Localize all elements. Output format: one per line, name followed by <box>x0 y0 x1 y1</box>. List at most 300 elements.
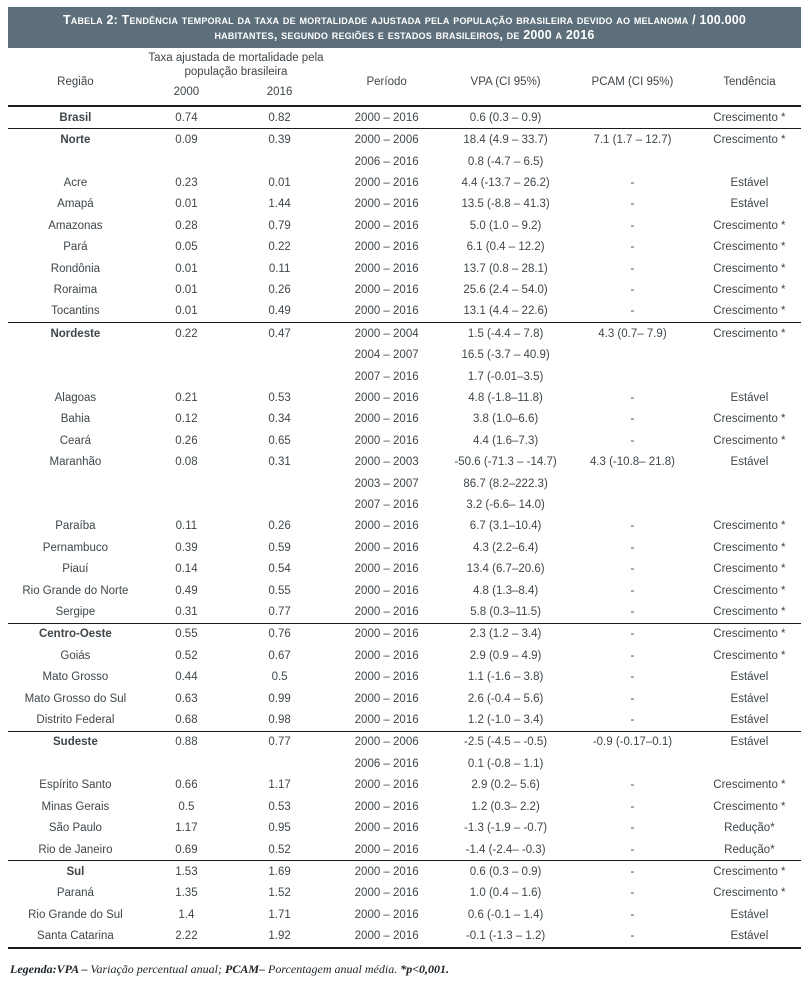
column-header-rate-title: Taxa ajustada de mortalidade pela população brasileira <box>148 52 324 78</box>
cell-region: Goiás <box>60 649 91 662</box>
cell-rate-2000: 1.17 <box>175 822 198 835</box>
cell-vpa: 5.8 (0.3–11.5) <box>470 606 541 619</box>
cell-period: 2000 – 2016 <box>354 714 419 727</box>
cell-rate-2000: 0.08 <box>175 456 198 469</box>
cell-period: 2000 – 2016 <box>354 198 419 211</box>
cell-vpa: 0.1 (-0.8 – 1.1) <box>467 757 544 770</box>
cell-trend: Crescimento * <box>713 520 786 533</box>
cell-region: Pernambuco <box>42 541 108 554</box>
cell-region: Mato Grosso do Sul <box>24 692 127 705</box>
cell-pcam: - <box>630 563 635 576</box>
table-group-norte <box>8 129 801 323</box>
legend-segment: VPA – <box>56 961 91 976</box>
cell-rate-2000: 0.39 <box>175 541 198 554</box>
cell-region: Pará <box>63 241 88 254</box>
cell-rate-2016: 0.22 <box>268 241 291 254</box>
cell-trend: Crescimento * <box>713 434 786 447</box>
cell-rate-2016: 1.44 <box>268 198 291 211</box>
legend <box>10 962 801 977</box>
cell-pcam <box>567 473 698 494</box>
cell-period: 2000 – 2016 <box>354 541 419 554</box>
cell-rate-2016: 0.31 <box>268 456 291 469</box>
cell-rate-2016: 0.76 <box>268 628 291 641</box>
table-row <box>8 129 801 150</box>
cell-period: 2000 – 2016 <box>354 800 419 813</box>
cell-period: 2000 – 2016 <box>354 584 419 597</box>
table-body <box>8 107 801 949</box>
cell-vpa: -1.4 (-2.4– -0.3) <box>465 843 546 856</box>
cell-period: 2000 – 2016 <box>354 434 419 447</box>
cell-rate-2016: 0.26 <box>268 283 291 296</box>
cell-rate-2016: 0.34 <box>268 413 291 426</box>
cell-vpa: 1.0 (0.4 – 1.6) <box>469 887 542 900</box>
cell-rate-2016 <box>230 753 329 774</box>
cell-trend: Crescimento * <box>713 606 786 619</box>
column-header-region: Região <box>57 75 94 88</box>
cell-pcam: - <box>630 908 635 921</box>
cell-region: Rio de Janeiro <box>38 843 113 856</box>
table-row <box>8 236 801 257</box>
cell-region: Alagoas <box>54 391 97 404</box>
cell-trend: Estável <box>730 391 769 404</box>
table-group-centro-oeste <box>8 624 801 732</box>
cell-region: Distrito Federal <box>36 714 115 727</box>
table-row <box>8 645 801 666</box>
cell-rate-2016: 0.79 <box>268 219 291 232</box>
table-row <box>8 817 801 838</box>
cell-pcam: - <box>630 541 635 554</box>
cell-rate-2016: 0.11 <box>268 262 291 275</box>
table-row <box>8 107 801 128</box>
table-row <box>8 344 801 365</box>
cell-rate-2016 <box>230 151 329 172</box>
cell-rate-2000: 0.11 <box>175 520 198 533</box>
cell-region: Norte <box>60 134 91 147</box>
table-group-brasil <box>8 107 801 129</box>
table-row <box>8 904 801 925</box>
cell-pcam: - <box>630 584 635 597</box>
cell-pcam: - <box>630 779 635 792</box>
cell-trend: Crescimento * <box>713 111 786 124</box>
cell-rate-2000: 0.31 <box>175 606 198 619</box>
cell-vpa: 0.8 (-4.7 – 6.5) <box>467 155 544 168</box>
cell-rate-2000: 0.23 <box>175 176 198 189</box>
cell-period: 2000 – 2016 <box>354 413 419 426</box>
cell-pcam: - <box>630 628 635 641</box>
table-row <box>8 279 801 300</box>
cell-pcam: - <box>630 822 635 835</box>
cell-vpa: 13.7 (0.8 – 28.1) <box>463 262 548 275</box>
column-header-vpa: VPA (CI 95%) <box>470 75 541 88</box>
cell-rate-2000: 0.14 <box>175 563 198 576</box>
cell-rate-2000: 0.88 <box>175 736 198 749</box>
table-row <box>8 215 801 236</box>
cell-pcam <box>567 344 698 365</box>
column-header-trend: Tendência <box>723 75 776 88</box>
cell-rate-2000: 0.01 <box>175 198 198 211</box>
cell-region: Bahia <box>60 413 91 426</box>
cell-pcam <box>567 366 698 387</box>
cell-trend: Crescimento * <box>713 134 786 147</box>
cell-region: Acre <box>63 176 88 189</box>
cell-region: Tocantins <box>51 305 100 318</box>
cell-rate-2016: 0.55 <box>268 584 291 597</box>
cell-rate-2016 <box>230 366 329 387</box>
cell-rate-2000: 0.01 <box>175 262 198 275</box>
column-header-year-2016: 2016 <box>266 86 293 98</box>
cell-rate-2016: 1.17 <box>268 779 291 792</box>
cell-rate-2000: 1.35 <box>175 887 198 900</box>
column-header-pcam: PCAM (CI 95%) <box>591 75 674 88</box>
column-header-rate-years <box>143 86 329 98</box>
cell-region: Brasil <box>59 111 92 124</box>
cell-vpa: 1.2 (0.3– 2.2) <box>471 800 540 813</box>
table-row <box>8 452 801 473</box>
cell-period: 2000 – 2004 <box>354 327 419 340</box>
cell-region: Amapá <box>57 198 94 211</box>
cell-rate-2000: 0.5 <box>178 800 195 813</box>
table-row <box>8 624 801 645</box>
cell-region: Sudeste <box>53 736 98 749</box>
table-row <box>8 732 801 753</box>
legend-segment: PCAM– <box>224 961 268 976</box>
cell-rate-2016: 0.59 <box>268 541 291 554</box>
cell-period: 2000 – 2016 <box>354 779 419 792</box>
cell-rate-2000: 0.12 <box>175 413 198 426</box>
cell-trend: Estável <box>730 456 769 469</box>
cell-rate-2000: 0.28 <box>175 219 198 232</box>
table-row <box>8 839 801 860</box>
cell-region: Piauí <box>62 563 89 576</box>
cell-period: 2000 – 2016 <box>354 692 419 705</box>
cell-region: Rio Grande do Sul <box>28 908 123 921</box>
cell-region: Rondônia <box>50 262 101 275</box>
cell-vpa: 13.5 (-8.8 – 41.3) <box>461 198 550 211</box>
cell-period: 2000 – 2016 <box>354 283 419 296</box>
cell-region: Paraíba <box>55 520 96 533</box>
cell-trend: Estável <box>730 714 769 727</box>
cell-vpa: 25.6 (2.4 – 54.0) <box>463 283 548 296</box>
cell-period: 2000 – 2016 <box>354 930 419 943</box>
cell-pcam: - <box>630 865 635 878</box>
cell-vpa: 4.8 (-1.8–11.8) <box>468 391 543 404</box>
cell-vpa: -2.5 (-4.5 – -0.5) <box>464 736 548 749</box>
cell-rate-2000: 0.52 <box>175 649 198 662</box>
table-row <box>8 688 801 709</box>
cell-trend: Crescimento * <box>713 262 786 275</box>
cell-rate-2016: 0.01 <box>268 176 291 189</box>
cell-pcam: - <box>630 434 635 447</box>
cell-period: 2000 – 2016 <box>354 262 419 275</box>
cell-pcam: - <box>630 887 635 900</box>
table-row <box>8 494 801 515</box>
cell-pcam <box>567 151 698 172</box>
cell-vpa: 4.3 (2.2–6.4) <box>472 541 539 554</box>
table-row <box>8 366 801 387</box>
cell-trend: Crescimento * <box>713 584 786 597</box>
table-row <box>8 473 801 494</box>
cell-pcam: - <box>630 800 635 813</box>
cell-region: São Paulo <box>48 822 102 835</box>
cell-pcam: - <box>630 843 635 856</box>
cell-period: 2000 – 2016 <box>354 671 419 684</box>
cell-rate-2016 <box>230 473 329 494</box>
cell-vpa: 2.3 (1.2 – 3.4) <box>469 628 542 641</box>
cell-period: 2000 – 2016 <box>354 606 419 619</box>
cell-period: 2007 – 2016 <box>354 370 419 383</box>
cell-rate-2000: 0.68 <box>175 714 198 727</box>
cell-period: 2000 – 2003 <box>354 456 419 469</box>
cell-pcam: - <box>630 176 635 189</box>
cell-trend: Crescimento * <box>713 305 786 318</box>
cell-vpa: 1.5 (-4.4 – 7.8) <box>467 327 544 340</box>
cell-period: 2000 – 2016 <box>354 219 419 232</box>
cell-trend: Crescimento * <box>713 865 786 878</box>
cell-trend: Redução* <box>724 822 775 835</box>
cell-region: Nordeste <box>50 327 101 340</box>
cell-period: 2000 – 2016 <box>354 908 419 921</box>
cell-pcam: - <box>630 692 635 705</box>
cell-rate-2000: 0.63 <box>175 692 198 705</box>
table-row <box>8 172 801 193</box>
cell-trend: Crescimento * <box>713 541 786 554</box>
cell-region: Rio Grande do Norte <box>22 584 129 597</box>
legend-segment: Variação percentual anual; <box>90 961 225 976</box>
table-group-sul <box>8 861 801 949</box>
column-header-year-2000: 2000 <box>173 86 200 98</box>
cell-pcam: - <box>630 520 635 533</box>
cell-rate-2000 <box>143 753 230 774</box>
cell-region: Sergipe <box>55 606 96 619</box>
table-row <box>8 775 801 796</box>
cell-rate-2016: 1.52 <box>268 887 291 900</box>
cell-rate-2016 <box>230 344 329 365</box>
cell-vpa: 3.8 (1.0–6.6) <box>472 413 539 426</box>
cell-vpa: 1.1 (-1.6 – 3.8) <box>467 671 544 684</box>
cell-rate-2016: 0.52 <box>268 843 291 856</box>
cell-vpa: 6.1 (0.4 – 12.2) <box>466 241 545 254</box>
cell-vpa: 86.7 (8.2–222.3) <box>463 477 548 490</box>
cell-rate-2016: 1.92 <box>268 930 291 943</box>
table-title: Tabela 2: Tendência temporal da taxa de mortalidade ajustada pela população brasileira devido ao melanoma / 100.000 habitantes, segundo regiões e estados brasileiros, de 2000 a 2016 <box>8 7 801 48</box>
cell-pcam: - <box>630 413 635 426</box>
cell-trend: Estável <box>730 198 769 211</box>
column-header-rate-group <box>143 48 329 105</box>
cell-rate-2000 <box>143 494 230 515</box>
cell-pcam <box>567 107 698 128</box>
cell-rate-2000: 0.66 <box>175 779 198 792</box>
cell-period: 2000 – 2016 <box>354 520 419 533</box>
cell-region: Sul <box>66 865 85 878</box>
cell-vpa: 16.5 (-3.7 – 40.9) <box>461 349 550 362</box>
cell-rate-2016: 0.98 <box>268 714 291 727</box>
column-header-period: Período <box>366 75 407 88</box>
cell-trend: Crescimento * <box>713 649 786 662</box>
cell-pcam <box>567 753 698 774</box>
cell-trend: Crescimento * <box>713 413 786 426</box>
cell-pcam: - <box>630 241 635 254</box>
table-row <box>8 667 801 688</box>
cell-vpa: 3.2 (-6.6– 14.0) <box>466 499 545 512</box>
cell-pcam: 4.3 (0.7– 7.9) <box>598 327 667 340</box>
cell-trend: Crescimento * <box>713 628 786 641</box>
cell-vpa: 2.9 (0.9 – 4.9) <box>469 649 542 662</box>
cell-period: 2000 – 2016 <box>354 822 419 835</box>
table-row <box>8 601 801 622</box>
cell-trend: Estável <box>730 930 769 943</box>
cell-period: 2000 – 2016 <box>354 843 419 856</box>
cell-region: Mato Grosso <box>42 671 109 684</box>
cell-trend: Crescimento * <box>713 887 786 900</box>
cell-vpa: -0.1 (-1.3 – 1.2) <box>465 930 546 943</box>
cell-region: Amazonas <box>48 219 103 232</box>
cell-vpa: 4.8 (1.3–8.4) <box>472 584 539 597</box>
cell-rate-2016: 1.69 <box>268 865 291 878</box>
cell-period: 2004 – 2007 <box>354 349 419 362</box>
legend-segment: Legenda: <box>10 961 57 976</box>
table-row <box>8 151 801 172</box>
table-row <box>8 430 801 451</box>
cell-region: Centro-Oeste <box>38 628 112 641</box>
cell-region <box>8 344 143 365</box>
cell-rate-2016 <box>230 494 329 515</box>
cell-region: Minas Gerais <box>41 800 110 813</box>
cell-vpa: 2.9 (0.2– 5.6) <box>471 779 540 792</box>
cell-rate-2016: 0.67 <box>268 649 291 662</box>
cell-trend: Crescimento * <box>713 563 786 576</box>
cell-region: Maranhão <box>49 456 102 469</box>
cell-rate-2016: 0.49 <box>268 305 291 318</box>
cell-rate-2000 <box>143 366 230 387</box>
cell-rate-2000: 0.05 <box>175 241 198 254</box>
cell-region: Paraná <box>56 887 94 900</box>
cell-vpa: 6.7 (3.1–10.4) <box>469 520 542 533</box>
table-row <box>8 258 801 279</box>
cell-vpa: 13.1 (4.4 – 22.6) <box>463 305 548 318</box>
cell-period: 2000 – 2016 <box>354 865 419 878</box>
cell-period: 2000 – 2016 <box>354 887 419 900</box>
cell-pcam: - <box>630 283 635 296</box>
cell-rate-2000 <box>143 473 230 494</box>
cell-vpa: 4.4 (1.6–7.3) <box>472 434 539 447</box>
table-group-sudeste <box>8 732 801 861</box>
cell-period: 2000 – 2016 <box>354 176 419 189</box>
cell-rate-2000: 0.01 <box>175 283 198 296</box>
cell-period: 2006 – 2016 <box>354 155 419 168</box>
cell-vpa: 1.7 (-0.01–3.5) <box>467 370 544 383</box>
cell-pcam: - <box>630 198 635 211</box>
cell-rate-2000: 2.22 <box>175 930 198 943</box>
cell-period: 2000 – 2016 <box>354 241 419 254</box>
cell-trend <box>698 366 801 387</box>
cell-period: 2003 – 2007 <box>354 477 419 490</box>
cell-rate-2016: 1.71 <box>268 908 291 921</box>
cell-period: 2000 – 2006 <box>354 736 419 749</box>
cell-pcam: 7.1 (1.7 – 12.7) <box>593 134 672 147</box>
cell-rate-2016: 0.77 <box>268 736 291 749</box>
cell-rate-2000 <box>143 151 230 172</box>
cell-rate-2000: 0.09 <box>175 134 198 147</box>
cell-pcam: - <box>630 671 635 684</box>
cell-rate-2000: 0.49 <box>175 584 198 597</box>
table-row <box>8 709 801 730</box>
cell-period: 2007 – 2016 <box>354 499 419 512</box>
cell-trend: Estável <box>730 692 769 705</box>
cell-rate-2000: 0.55 <box>175 628 198 641</box>
cell-period: 2000 – 2016 <box>354 305 419 318</box>
cell-rate-2016: 0.26 <box>268 520 291 533</box>
cell-rate-2016: 0.5 <box>271 671 288 684</box>
cell-rate-2000: 0.21 <box>175 391 198 404</box>
cell-period: 2000 – 2016 <box>354 649 419 662</box>
cell-region <box>8 753 143 774</box>
cell-rate-2016: 0.65 <box>268 434 291 447</box>
cell-pcam: - <box>630 219 635 232</box>
cell-region <box>8 151 143 172</box>
cell-pcam: - <box>630 262 635 275</box>
cell-region: Santa Catarina <box>37 930 114 943</box>
cell-rate-2000: 1.4 <box>178 908 195 921</box>
cell-rate-2000: 0.44 <box>175 671 198 684</box>
table-row <box>8 387 801 408</box>
table-row <box>8 301 801 322</box>
cell-rate-2016: 0.47 <box>268 327 291 340</box>
cell-pcam: - <box>630 930 635 943</box>
cell-period: 2006 – 2016 <box>354 757 419 770</box>
cell-region <box>8 473 143 494</box>
data-table <box>8 48 801 949</box>
cell-trend <box>698 494 801 515</box>
cell-region: Roraima <box>53 283 98 296</box>
cell-trend: Crescimento * <box>713 241 786 254</box>
cell-rate-2000: 0.01 <box>175 305 198 318</box>
cell-rate-2016: 0.53 <box>268 391 291 404</box>
table-row <box>8 409 801 430</box>
cell-rate-2000: 0.22 <box>175 327 198 340</box>
cell-trend: Crescimento * <box>713 219 786 232</box>
cell-trend: Crescimento * <box>713 283 786 296</box>
cell-vpa: 0.6 (0.3 – 0.9) <box>469 111 542 124</box>
cell-trend <box>698 151 801 172</box>
cell-period: 2000 – 2016 <box>354 111 419 124</box>
cell-trend: Crescimento * <box>713 779 786 792</box>
cell-vpa: -1.3 (-1.9 – -0.7) <box>464 822 548 835</box>
cell-rate-2000: 0.69 <box>175 843 198 856</box>
cell-trend: Estável <box>730 736 769 749</box>
cell-trend: Redução* <box>724 843 775 856</box>
legend-segment: Porcentagem anual média. <box>268 961 401 976</box>
table-row <box>8 753 801 774</box>
cell-region <box>8 494 143 515</box>
cell-rate-2000: 0.26 <box>175 434 198 447</box>
cell-pcam: -0.9 (-0.17–0.1) <box>592 736 673 749</box>
cell-vpa: 1.2 (-1.0 – 3.4) <box>467 714 544 727</box>
cell-vpa: -50.6 (-71.3 – -14.7) <box>454 456 557 469</box>
cell-pcam: - <box>630 714 635 727</box>
cell-rate-2000: 1.53 <box>175 865 198 878</box>
cell-rate-2016: 0.53 <box>268 800 291 813</box>
cell-trend <box>698 473 801 494</box>
cell-rate-2016: 0.54 <box>268 563 291 576</box>
cell-pcam <box>567 494 698 515</box>
table-header <box>8 48 801 107</box>
table-row <box>8 537 801 558</box>
cell-vpa: 0.6 (0.3 – 0.9) <box>469 865 542 878</box>
cell-period: 2000 – 2016 <box>354 391 419 404</box>
cell-pcam: - <box>630 391 635 404</box>
cell-trend: Estável <box>730 671 769 684</box>
table-row <box>8 580 801 601</box>
